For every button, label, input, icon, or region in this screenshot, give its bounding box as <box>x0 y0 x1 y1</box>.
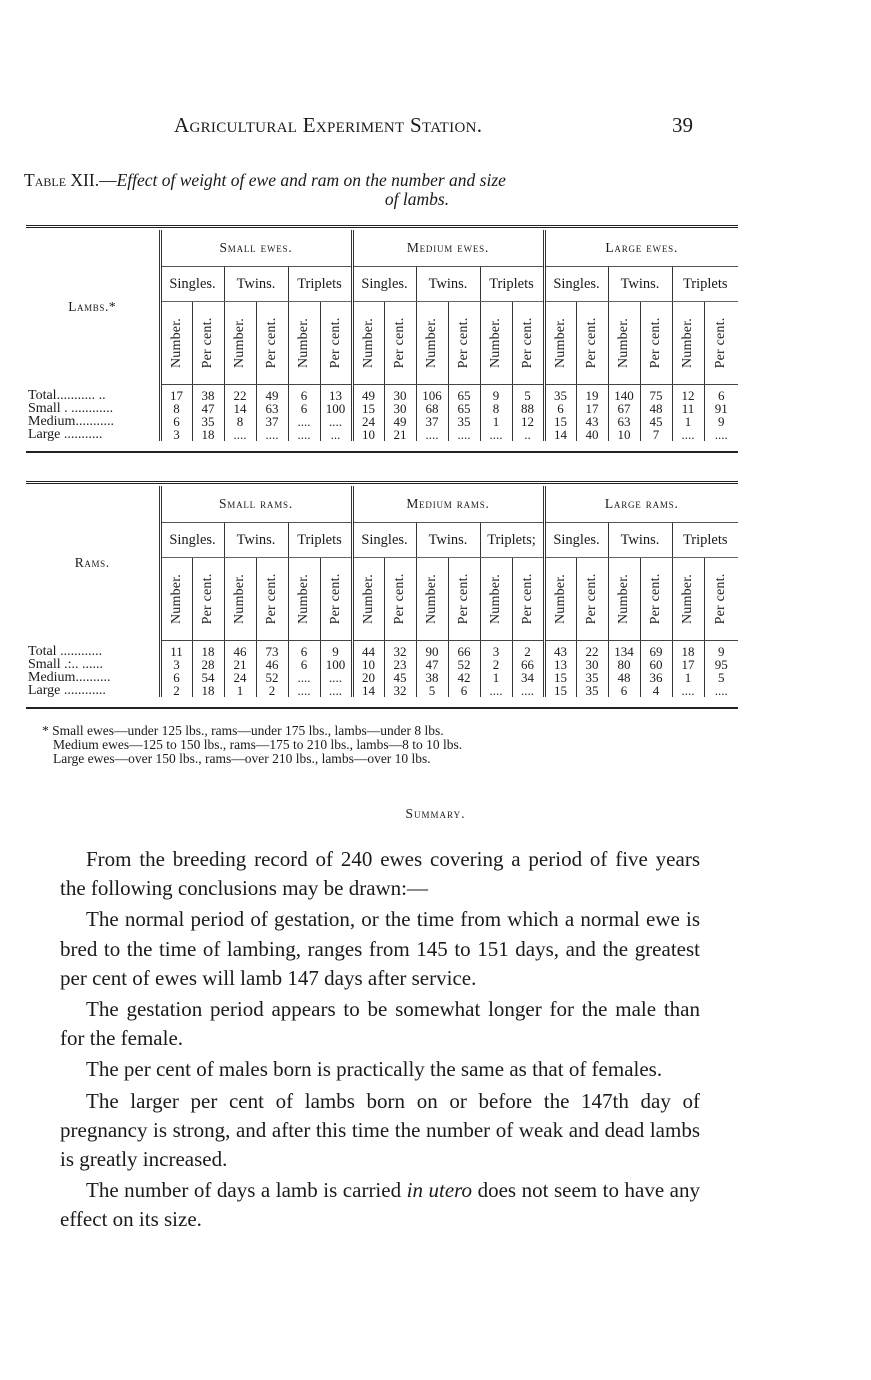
running-head <box>0 113 871 139</box>
table-cell: 1 <box>672 671 704 684</box>
column-label-cell <box>608 302 640 385</box>
summary-paragraph-5: The larger per cent of lambs born on or before the 147th day of pregnancy is strong, and after this time the number of weak and dead lambs is greatly increased. <box>60 1088 700 1172</box>
table-cell: 30 <box>384 402 416 415</box>
table-cell: 14 <box>544 428 576 441</box>
ewes-table <box>26 225 738 453</box>
table-bottom-rule <box>26 697 738 708</box>
table-cell: 80 <box>608 658 640 671</box>
subgroup-header: Triplets <box>672 523 738 558</box>
table-footnote <box>42 724 462 766</box>
table-row <box>26 385 738 403</box>
subgroup-header: Triplets; <box>480 523 544 558</box>
column-label-cell <box>480 558 512 641</box>
column-label: Per cent. <box>264 317 279 369</box>
group-header: Small ewes. <box>160 230 352 267</box>
table-cell: 35 <box>448 415 480 428</box>
table-cell: .... <box>672 684 704 697</box>
subgroup-header: Triplets <box>288 523 352 558</box>
column-label-cell <box>512 558 544 641</box>
column-label-cell <box>704 302 738 385</box>
table-cell: 43 <box>576 415 608 428</box>
column-label: Number. <box>232 573 247 625</box>
column-label: Number. <box>296 573 311 625</box>
table-cell: 2 <box>512 641 544 659</box>
table-cell: 3 <box>160 658 192 671</box>
column-label-cell <box>448 558 480 641</box>
table-cell: 35 <box>576 684 608 697</box>
column-label-cell <box>256 302 288 385</box>
column-label: Per cent. <box>584 573 599 625</box>
table-cell: .... <box>320 415 352 428</box>
table-cell: 46 <box>224 641 256 659</box>
column-label-cell <box>384 558 416 641</box>
table-cell: 1 <box>672 415 704 428</box>
table-cell: 90 <box>416 641 448 659</box>
subgroup-header: Singles. <box>352 523 416 558</box>
subgroup-header: Singles. <box>544 523 608 558</box>
table-cell: 49 <box>256 385 288 403</box>
table-cell: 63 <box>608 415 640 428</box>
column-label-cell <box>288 302 320 385</box>
table-cell: 12 <box>672 385 704 403</box>
summary-paragraph-2: The normal period of gestation, or the time from which a normal ewe is bred to the time of lambing, ranges from 145 to 151 days, and the greatest per cent of ewes will lamb 147 days after service. <box>60 907 700 990</box>
table-cell: .... <box>416 428 448 441</box>
column-label: Per cent. <box>392 317 407 369</box>
table-cell: 6 <box>288 658 320 671</box>
table-cell: 23 <box>384 658 416 671</box>
table-cell: 3 <box>160 428 192 441</box>
row-label: Medium........... <box>28 414 114 429</box>
table-cell: 52 <box>448 658 480 671</box>
row-label: Medium.......... <box>28 670 111 685</box>
column-label-cell <box>416 302 448 385</box>
table-cell: .... <box>672 428 704 441</box>
table-cell: 17 <box>576 402 608 415</box>
summary-paragraph-6 <box>60 1176 700 1234</box>
row-label: Large ........... <box>28 427 103 442</box>
table-cell: 75 <box>640 385 672 403</box>
table-cell: 6 <box>288 385 320 403</box>
table-cell: 45 <box>384 671 416 684</box>
summary-paragraph-4: The per cent of males born is practically the same as that of females. <box>86 1057 663 1082</box>
column-label: Per cent. <box>519 317 535 369</box>
table-cell: 18 <box>192 641 224 659</box>
table-cell: 6 <box>704 385 738 403</box>
table-cell: 11 <box>160 641 192 659</box>
column-label-cell <box>640 558 672 641</box>
table-cell: 6 <box>160 415 192 428</box>
table-row <box>26 658 738 671</box>
row-label: Total ............ <box>28 643 103 659</box>
page-number: 39 <box>672 113 693 137</box>
column-label-cell <box>576 302 608 385</box>
summary-body <box>60 845 700 1235</box>
subgroup-header: Twins. <box>224 267 288 302</box>
table-cell: 6 <box>160 671 192 684</box>
column-label: Per cent. <box>327 573 343 625</box>
table-cell: 17 <box>160 385 192 403</box>
table-cell: 22 <box>224 385 256 403</box>
table-cell: 17 <box>672 658 704 671</box>
table-cell: 42 <box>448 671 480 684</box>
rule-cell <box>26 697 738 708</box>
table-cell: 48 <box>608 671 640 684</box>
table-cell: 65 <box>448 402 480 415</box>
table-cell: 1 <box>480 415 512 428</box>
table-cell: .... <box>704 684 738 697</box>
column-label: Number. <box>616 573 631 625</box>
table-cell: 66 <box>512 658 544 671</box>
table-cell: 6 <box>288 402 320 415</box>
table-cell: 24 <box>352 415 384 428</box>
subgroup-header: Singles. <box>544 267 608 302</box>
column-label: Number. <box>488 317 503 369</box>
column-label-cell <box>608 558 640 641</box>
table-cell: 21 <box>384 428 416 441</box>
table-cell: 15 <box>544 671 576 684</box>
column-label-cell <box>672 558 704 641</box>
table-cell: 19 <box>576 385 608 403</box>
table-cell: 134 <box>608 641 640 659</box>
row-label: Small . ............ <box>28 401 114 416</box>
table-cell: 6 <box>608 684 640 697</box>
column-label: Number. <box>488 573 503 625</box>
table-cell: 38 <box>416 671 448 684</box>
table-cell: 36 <box>640 671 672 684</box>
table-row <box>26 428 738 441</box>
column-label: Number. <box>360 317 376 369</box>
column-label: Number. <box>424 317 439 369</box>
subgroup-header: Singles. <box>352 267 416 302</box>
table-cell: 46 <box>256 658 288 671</box>
subgroup-header: Twins. <box>224 523 288 558</box>
table-row <box>26 671 738 684</box>
summary-paragraph-3: The gestation period appears to be somewhat longer for the male than for the female. <box>60 997 700 1051</box>
table-cell: 106 <box>416 385 448 403</box>
table-cell: 9 <box>704 641 738 659</box>
table-cell: 43 <box>544 641 576 659</box>
table-cell: 2 <box>160 684 192 697</box>
table-cell: 100 <box>320 658 352 671</box>
column-label: Per cent. <box>456 573 471 625</box>
table-cell: 54 <box>192 671 224 684</box>
table-cell: 15 <box>352 402 384 415</box>
table-cell: 6 <box>448 684 480 697</box>
table-cell: 63 <box>256 402 288 415</box>
rams-table <box>26 481 738 709</box>
table-cell: 14 <box>352 684 384 697</box>
row-label: Small .:.. ...... <box>28 657 104 672</box>
column-label-cell <box>480 302 512 385</box>
column-label: Number. <box>680 573 695 625</box>
group-header-row <box>26 486 738 523</box>
table-cell: 3 <box>480 641 512 659</box>
group-header: Medium rams. <box>352 486 544 523</box>
running-head-title: Agricultural Experiment Station. <box>174 113 483 137</box>
table-cell: 35 <box>192 415 224 428</box>
table-cell: 13 <box>320 385 352 403</box>
table-cell: 9 <box>480 385 512 403</box>
rule-cell <box>26 441 738 452</box>
table-cell: .... <box>224 428 256 441</box>
table-cell: 7 <box>640 428 672 441</box>
table-cell: 38 <box>192 385 224 403</box>
subgroup-header: Singles. <box>160 267 224 302</box>
table-cell: 15 <box>544 684 576 697</box>
caption-text-line2: of lambs. <box>384 189 450 209</box>
table-cell: 5 <box>416 684 448 697</box>
table-cell: 49 <box>352 385 384 403</box>
table-cell: 91 <box>704 402 738 415</box>
column-label-cell <box>704 558 738 641</box>
table-cell: 44 <box>352 641 384 659</box>
table-cell: .... <box>256 428 288 441</box>
table-cell: 21 <box>224 658 256 671</box>
column-label: Per cent. <box>327 317 343 369</box>
table-cell: 69 <box>640 641 672 659</box>
table-cell: 35 <box>576 671 608 684</box>
column-label-cell <box>448 302 480 385</box>
subgroup-header: Triplets <box>480 267 544 302</box>
column-label-cell <box>224 558 256 641</box>
table-row <box>26 684 738 697</box>
table-cell: 32 <box>384 684 416 697</box>
subgroup-header: Twins. <box>416 267 480 302</box>
table-cell: .... <box>704 428 738 441</box>
p6-text-after: does not seem to have any effect on its size. <box>60 1178 700 1232</box>
column-label-cell <box>384 302 416 385</box>
table-cell: 10 <box>608 428 640 441</box>
column-label: Number. <box>168 573 184 625</box>
column-label-cell <box>320 558 352 641</box>
column-label-cell <box>224 302 256 385</box>
table-cell: 35 <box>544 385 576 403</box>
group-header: Medium ewes. <box>352 230 544 267</box>
table-cell: 47 <box>416 658 448 671</box>
table-cell: 45 <box>640 415 672 428</box>
table-cell: 4 <box>640 684 672 697</box>
column-label: Number. <box>552 573 568 625</box>
table-cell: 24 <box>224 671 256 684</box>
table-caption <box>24 171 740 209</box>
table-cell: .... <box>288 428 320 441</box>
table-cell: 49 <box>384 415 416 428</box>
table-cell: 13 <box>544 658 576 671</box>
table-cell: 65 <box>448 385 480 403</box>
summary-paragraph-1: From the breeding record of 240 ewes covering a period of five years the following conclusions may be drawn:— <box>60 847 700 901</box>
table-cell: ... <box>320 428 352 441</box>
column-label: Per cent. <box>648 573 663 625</box>
column-label-cell <box>544 558 576 641</box>
table-cell: 1 <box>224 684 256 697</box>
table-cell: 5 <box>512 385 544 403</box>
table-cell: 11 <box>672 402 704 415</box>
column-label: Number. <box>232 317 247 369</box>
column-label-cell <box>160 558 192 641</box>
subgroup-header: Triplets <box>288 267 352 302</box>
table-cell: 18 <box>192 684 224 697</box>
stub-header: Rams. <box>74 555 110 571</box>
column-label: Per cent. <box>456 317 471 369</box>
group-header-row <box>26 230 738 267</box>
column-label-cell <box>416 558 448 641</box>
table-cell: 6 <box>288 641 320 659</box>
table-cell: 30 <box>384 385 416 403</box>
table-cell: .... <box>320 671 352 684</box>
column-label-cell <box>544 302 576 385</box>
row-label: Large ............ <box>28 683 106 698</box>
table-cell: 28 <box>192 658 224 671</box>
table-cell: 10 <box>352 428 384 441</box>
footnote-line-large: Large ewes—over 150 lbs., rams—over 210 lbs., lambs—over 10 lbs. <box>53 751 431 766</box>
group-header: Large ewes. <box>544 230 738 267</box>
table-cell: 66 <box>448 641 480 659</box>
caption-dash: — <box>99 170 117 190</box>
table-row <box>26 415 738 428</box>
column-label-cell <box>352 302 384 385</box>
table-cell: .... <box>288 415 320 428</box>
table-cell: 15 <box>544 415 576 428</box>
subgroup-header: Twins. <box>608 523 672 558</box>
table-cell: 30 <box>576 658 608 671</box>
column-label: Per cent. <box>200 317 215 369</box>
table-cell: 18 <box>672 641 704 659</box>
column-label: Per cent. <box>713 573 729 625</box>
group-header: Large rams. <box>544 486 738 523</box>
table-cell: .... <box>288 671 320 684</box>
table-cell: 14 <box>224 402 256 415</box>
column-label: Per cent. <box>713 317 729 369</box>
p6-text-before: The number of days a lamb is carried <box>86 1178 407 1203</box>
table-cell: 32 <box>384 641 416 659</box>
subgroup-header: Triplets <box>672 267 738 302</box>
table-label: Table XII. <box>24 170 100 190</box>
table-cell: 37 <box>256 415 288 428</box>
column-label: Number. <box>360 573 376 625</box>
table-cell: 5 <box>704 671 738 684</box>
column-label-cell <box>256 558 288 641</box>
column-label-cell <box>640 302 672 385</box>
table-cell: .... <box>512 684 544 697</box>
table-cell: 2 <box>480 658 512 671</box>
table-cell: 40 <box>576 428 608 441</box>
table-cell: 10 <box>352 658 384 671</box>
table-cell: .... <box>480 684 512 697</box>
table-cell: 73 <box>256 641 288 659</box>
subgroup-header: Twins. <box>608 267 672 302</box>
table-cell: 9 <box>704 415 738 428</box>
table-cell: 20 <box>352 671 384 684</box>
table-cell: 2 <box>256 684 288 697</box>
table-row <box>26 402 738 415</box>
column-label: Number. <box>296 317 311 369</box>
table-cell: 18 <box>192 428 224 441</box>
group-header: Small rams. <box>160 486 352 523</box>
column-label-cell <box>576 558 608 641</box>
column-label: Number. <box>552 317 568 369</box>
table-cell: 8 <box>224 415 256 428</box>
caption-text-line1: Effect of weight of ewe and ram on the number and size <box>116 170 506 190</box>
table-cell: 12 <box>512 415 544 428</box>
column-label: Number. <box>168 317 184 369</box>
table-cell: 100 <box>320 402 352 415</box>
column-label: Per cent. <box>200 573 215 625</box>
summary-heading: Summary. <box>405 806 466 821</box>
column-label: Number. <box>680 317 695 369</box>
column-label: Number. <box>424 573 439 625</box>
stub-header: Lambs.* <box>68 299 117 315</box>
table-cell: 95 <box>704 658 738 671</box>
table-cell: 88 <box>512 402 544 415</box>
p6-italic-in-utero: in utero <box>406 1178 473 1203</box>
table-cell: .... <box>448 428 480 441</box>
table-cell: 67 <box>608 402 640 415</box>
column-label-cell <box>352 558 384 641</box>
footnote-line-medium: Medium ewes—125 to 150 lbs., rams—175 to 210 lbs., lambs—8 to 10 lbs. <box>53 737 463 752</box>
table-cell: 37 <box>416 415 448 428</box>
table-cell: .. <box>512 428 544 441</box>
column-label-cell <box>192 558 224 641</box>
footnote-line-ewes-small: * Small ewes—under 125 lbs., rams—under 175 lbs., lambs—under 8 lbs. <box>42 723 444 738</box>
table-cell: 9 <box>320 641 352 659</box>
column-label: Number. <box>616 317 631 369</box>
subgroup-header: Twins. <box>416 523 480 558</box>
table-cell: 47 <box>192 402 224 415</box>
table-cell: .... <box>480 428 512 441</box>
column-label-cell <box>160 302 192 385</box>
column-label-cell <box>320 302 352 385</box>
column-label: Per cent. <box>648 317 663 369</box>
table-cell: 1 <box>480 671 512 684</box>
table-cell: .... <box>288 684 320 697</box>
subgroup-header: Singles. <box>160 523 224 558</box>
column-label: Per cent. <box>392 573 407 625</box>
table-cell: 22 <box>576 641 608 659</box>
table-cell: 6 <box>544 402 576 415</box>
table-cell: 8 <box>480 402 512 415</box>
column-label: Per cent. <box>264 573 279 625</box>
table-cell: 48 <box>640 402 672 415</box>
column-label-cell <box>288 558 320 641</box>
table-cell: 52 <box>256 671 288 684</box>
column-label: Per cent. <box>519 573 535 625</box>
column-label: Per cent. <box>584 317 599 369</box>
table-row <box>26 641 738 659</box>
column-label-cell <box>192 302 224 385</box>
ewes-table-body <box>26 385 738 453</box>
row-label: Total........... .. <box>28 387 106 403</box>
column-label-cell <box>672 302 704 385</box>
table-cell: 8 <box>160 402 192 415</box>
column-label-cell <box>512 302 544 385</box>
table-cell: 60 <box>640 658 672 671</box>
table-cell: 34 <box>512 671 544 684</box>
table-cell: .... <box>320 684 352 697</box>
table-bottom-rule <box>26 441 738 452</box>
rams-table-head <box>26 483 738 641</box>
table-cell: 140 <box>608 385 640 403</box>
table-cell: 68 <box>416 402 448 415</box>
rams-table-body <box>26 641 738 709</box>
ewes-table-head <box>26 227 738 385</box>
